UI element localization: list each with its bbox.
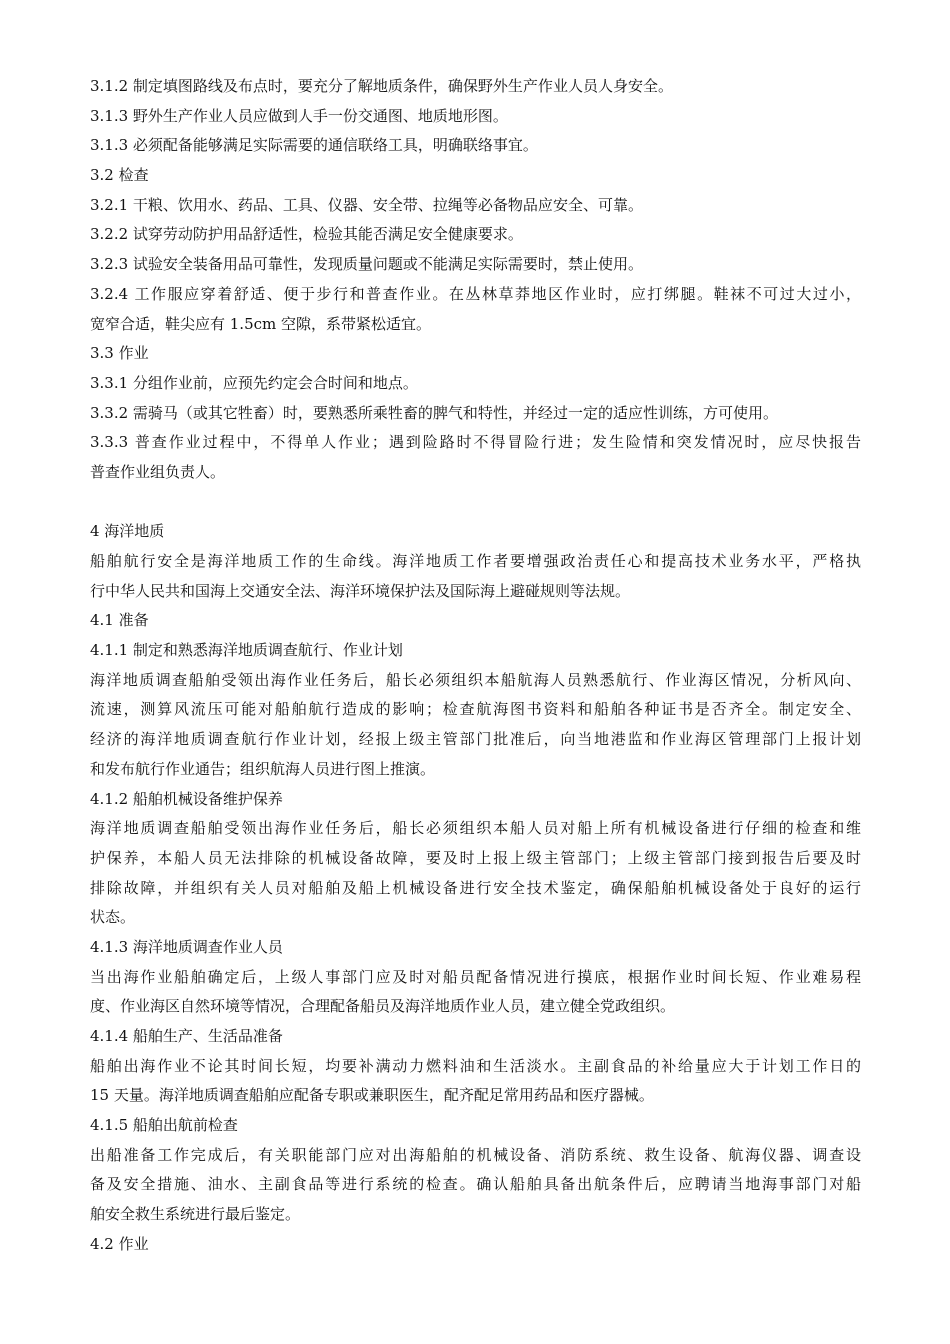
clause-4-1-3-heading: [90, 933, 861, 963]
clause-3-1-2: [90, 72, 861, 102]
text-line: 护保养，本船人员无法排除的机械设备故障，要及时上报上级主管部门；上级主管部门接到报告后要及时: [90, 848, 861, 867]
text-line: 海洋地质调查船舶受领出海作业任务后，船长必须组织本船人员对船上所有机械设备进行仔细的检查和维: [90, 819, 861, 838]
clause-3-2-2: [90, 220, 861, 250]
document-page: [90, 72, 861, 1260]
section-3-2-heading: [90, 161, 861, 191]
clause-4-1-2-body: [90, 814, 861, 933]
text-line: 船舶出海作业不论其时间长短，均要补满动力燃料油和生活淡水。主副食品的补给量应大于计划工作日的: [90, 1056, 861, 1075]
clause-3-2-3: [90, 250, 861, 280]
clause-3-1-3-a: [90, 102, 861, 132]
text-line: 经济的海洋地质调查航行作业计划，经报上级主管部门批准后，向当地港监和作业海区管理部门上报计划: [90, 730, 861, 749]
clause-3-2-4: [90, 280, 861, 339]
text-line: 15 天量。海洋地质调查船舶应配备专职或兼职医生，配齐配足常用药品和医疗器械。: [90, 1086, 654, 1105]
clause-3-3-3: [90, 428, 861, 487]
clause-4-1-2-heading: [90, 785, 861, 815]
text-line: 3.3.3 普查作业过程中，不得单人作业；遇到险路时不得冒险行进；发生险情和突发情况时，应尽快报告: [90, 433, 861, 452]
text-line: 船舶航行安全是海洋地质工作的生命线。海洋地质工作者要增强政治责任心和提高技术业务水平，严格执: [90, 552, 861, 570]
text-line: 海洋地质调查船舶受领出海作业任务后，船长必须组织本船航海人员熟悉航行、作业海区情况，分析风向、: [90, 670, 861, 689]
clause-4-1-3-body: [90, 963, 861, 1022]
text-line: 出船准备工作完成后，有关职能部门应对出海船舶的机械设备、消防系统、救生设备、航海仪器、调查设: [90, 1145, 861, 1164]
text-line: 和发布航行作业通告；组织航海人员进行图上推演。: [90, 759, 436, 778]
section-gap: [90, 488, 861, 518]
heading-line: 4.1 准备: [90, 611, 149, 630]
heading-line: 4.1.5 船舶出航前检查: [90, 1116, 238, 1135]
text-line: 舶安全救生系统进行最后鉴定。: [90, 1205, 301, 1224]
text-line: 3.1.3 野外生产作业人员应做到人手一份交通图、地质地形图。: [90, 106, 508, 125]
clause-4-1-4-body: [90, 1052, 861, 1111]
heading-line: 4.1.4 船舶生产、生活品准备: [90, 1027, 283, 1045]
text-line: 3.3.1 分组作业前，应预先约定会合时间和地点。: [90, 373, 418, 392]
clause-4-1-5-heading: [90, 1111, 861, 1141]
text-line: 普查作业组负责人。: [90, 462, 226, 481]
heading-line: 4.1.3 海洋地质调查作业人员: [90, 937, 283, 956]
text-line: 度、作业海区自然环境等情况，合理配备船员及海洋地质作业人员，建立健全党政组织。: [90, 997, 676, 1016]
section-4-heading: [90, 517, 861, 547]
heading-line: 4.1.1 制定和熟悉海洋地质调查航行、作业计划: [90, 641, 403, 660]
heading-line: 3.3 作业: [90, 344, 149, 363]
text-line: 3.1.2 制定填图路线及布点时，要充分了解地质条件，确保野外生产作业人员人身安全。: [90, 77, 673, 95]
section-4-1-heading: [90, 606, 861, 636]
clause-4-1-5-body: [90, 1141, 861, 1230]
clause-3-2-1: [90, 191, 861, 221]
text-line: 3.1.3 必须配备能够满足实际需要的通信联络工具，明确联络事宜。: [90, 136, 538, 155]
clause-4-1-4-heading: [90, 1022, 861, 1052]
text-line: 宽窄合适，鞋尖应有 1.5cm 空隙，系带紧松适宜。: [90, 314, 432, 333]
section-3-3-heading: [90, 339, 861, 369]
heading-line: 4 海洋地质: [90, 522, 165, 541]
section-4-intro: [90, 547, 861, 606]
clause-4-1-1-heading: [90, 636, 861, 666]
text-line: 流速，测算风流压可能对船舶航行造成的影响；检查航海图书资料和船舶各种证书是否齐全。制定安全、: [90, 700, 861, 719]
text-line: 状态。: [90, 908, 136, 927]
clause-4-1-1-body: [90, 666, 861, 785]
section-4-2-heading: [90, 1230, 861, 1260]
text-line: 备及安全措施、油水、主副食品等进行系统的检查。确认船舶具备出航条件后，应聘请当地海事部门对船: [90, 1175, 861, 1194]
heading-line: 4.1.2 船舶机械设备维护保养: [90, 789, 283, 808]
text-line: 3.2.4 工作服应穿着舒适、便于步行和普查作业。在丛林草莽地区作业时，应打绑腿。鞋袜不可过大过小，: [90, 284, 861, 303]
heading-line: 4.2 作业: [90, 1234, 149, 1253]
text-line: 当出海作业船舶确定后，上级人事部门应及时对船员配备情况进行摸底，根据作业时间长短、作业难易程: [90, 967, 861, 986]
clause-3-3-1: [90, 369, 861, 399]
text-line: 3.2.1 干粮、饮用水、药品、工具、仪器、安全带、拉绳等必备物品应安全、可靠。: [90, 195, 643, 214]
text-line: 3.2.3 试验安全装备用品可靠性，发现质量问题或不能满足实际需要时，禁止使用。: [90, 255, 643, 274]
text-line: 排除故障，并组织有关人员对船舶及船上机械设备进行安全技术鉴定，确保船舶机械设备处于良好的运行: [90, 878, 861, 897]
text-line: 3.2.2 试穿劳动防护用品舒适性，检验其能否满足安全健康要求。: [90, 225, 523, 244]
heading-line: 3.2 检查: [90, 166, 149, 185]
text-line: 行中华人民共和国海上交通安全法、海洋环境保护法及国际海上避碰规则等法规。: [90, 581, 631, 600]
clause-3-1-3-b: [90, 131, 861, 161]
text-line: 3.3.2 需骑马（或其它牲畜）时，要熟悉所乘牲畜的脾气和特性，并经过一定的适应性训练，方可使用。: [90, 403, 778, 422]
clause-3-3-2: [90, 399, 861, 429]
